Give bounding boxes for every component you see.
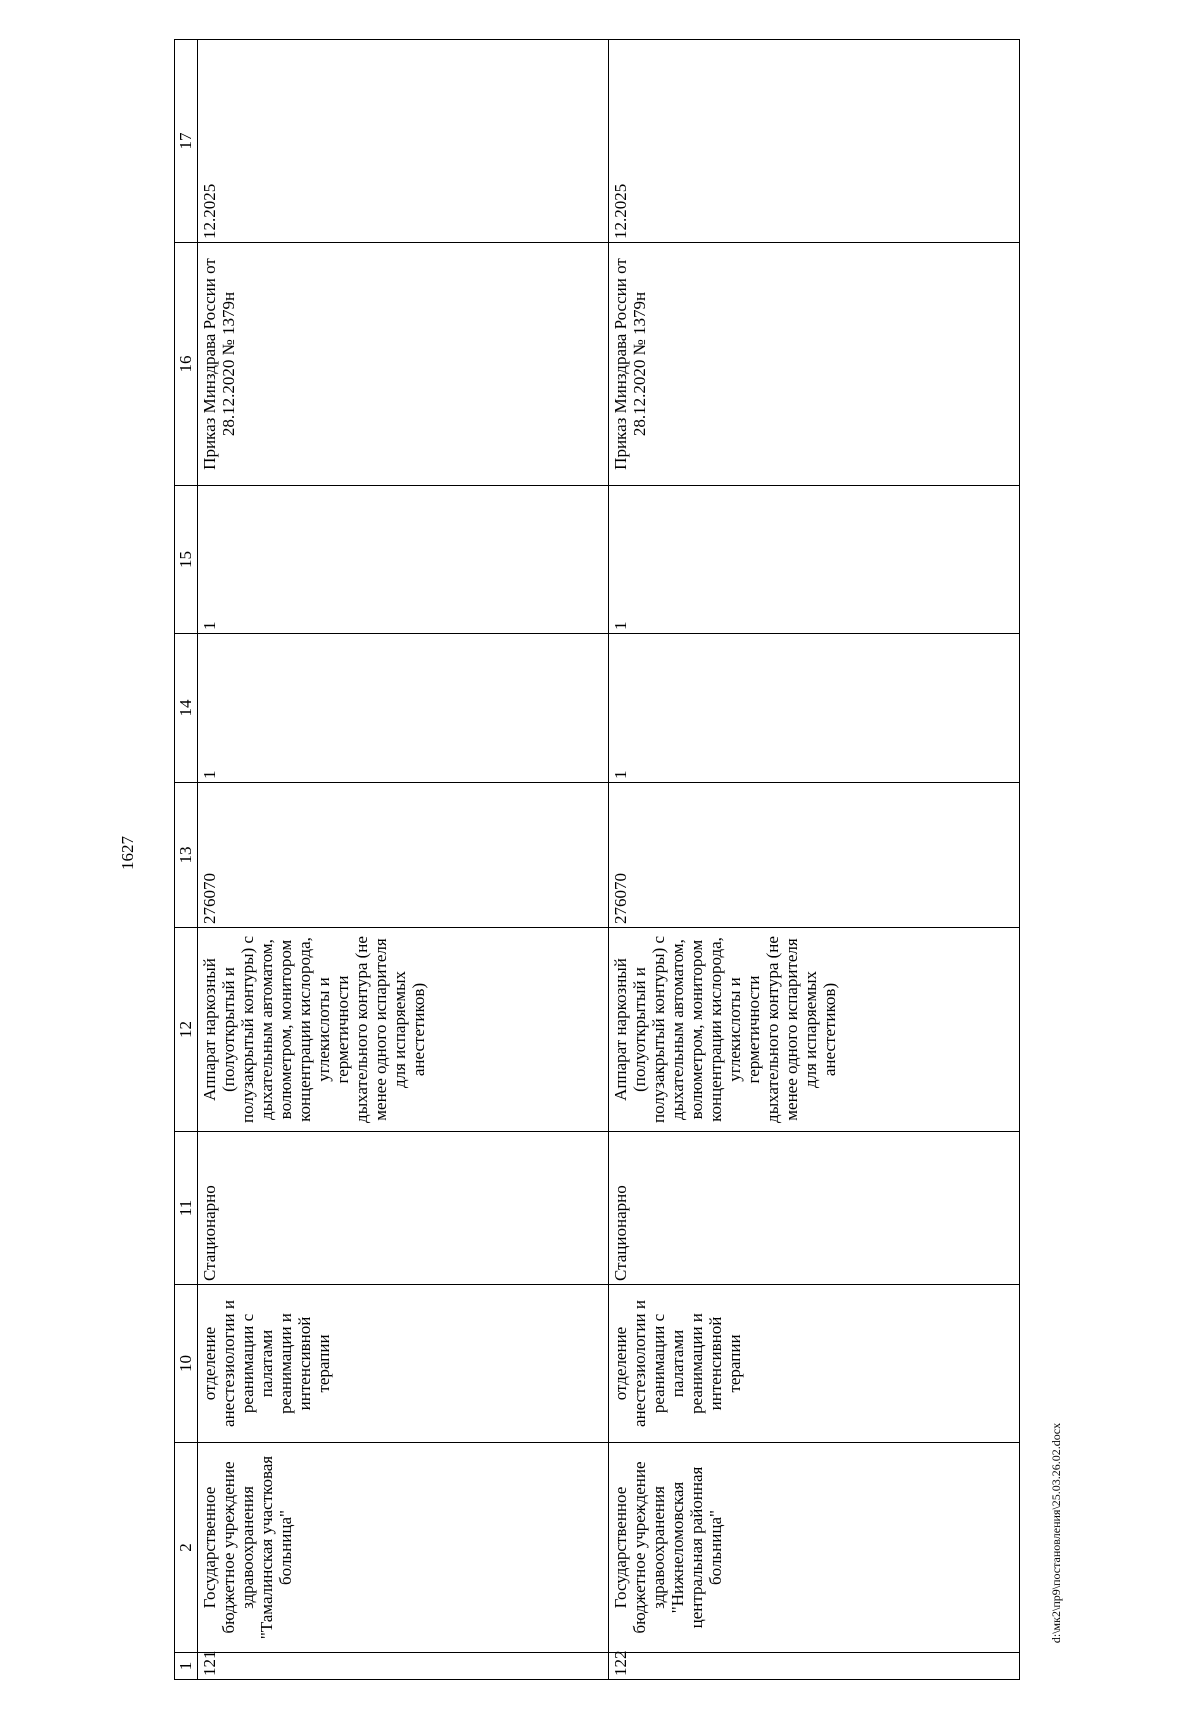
header-col-14: 14 — [175, 634, 198, 783]
quantity-needed: 1 — [198, 486, 609, 634]
footer-file-path: d:\мк2\пр9\постановления\25.03.26.02.docx — [1049, 1422, 1063, 1644]
table-row — [198, 40, 609, 1680]
deadline: 12.2025 — [198, 40, 609, 243]
institution-name: Государственное бюджетное учреждение здравоохранения "Тамалинская участковая больница" — [198, 1443, 609, 1653]
header-col-17: 17 — [175, 40, 198, 243]
header-col-12: 12 — [175, 928, 198, 1132]
department-name: отделение анестезиологии и реанимации с палатами реанимации и интенсивной терапии — [609, 1285, 1020, 1443]
page-number: 1627 — [118, 836, 137, 870]
header-col-13: 13 — [175, 783, 198, 928]
regulatory-order: Приказ Минздрава России от 28.12.2020 № 1379н — [198, 243, 609, 486]
rotated-table-container — [174, 40, 1020, 1680]
quantity-required: 1 — [198, 634, 609, 783]
equipment-table — [174, 39, 1020, 1680]
equipment-code: 276070 — [609, 783, 1020, 928]
table-row — [609, 40, 1020, 1680]
institution-name: Государственное бюджетное учреждение здравоохранения "Нижнеломовская центральная районная больница" — [609, 1443, 1020, 1653]
header-col-10: 10 — [175, 1285, 198, 1443]
equipment-name: Аппарат наркозный (полуоткрытый и полузакрытый контуры) с дыхательным автоматом, волюметром, монитором концентрации кислорода, углекислоты и герметичности дыхательного контура (не менее одного испарителя для испаряемых анестетиков) — [198, 928, 609, 1132]
equipment-name: Аппарат наркозный (полуоткрытый и полузакрытый контуры) с дыхательным автоматом, волюметром, монитором концентрации кислорода, углекислоты и герметичности дыхательного контура (не менее одного испарителя для испаряемых анестетиков) — [609, 928, 1020, 1132]
care-conditions: Стационарно — [609, 1132, 1020, 1285]
header-col-16: 16 — [175, 243, 198, 486]
header-col-2: 2 — [175, 1443, 198, 1653]
header-col-15: 15 — [175, 486, 198, 634]
deadline: 12.2025 — [609, 40, 1020, 243]
header-row — [175, 40, 198, 1680]
regulatory-order: Приказ Минздрава России от 28.12.2020 № 1379н — [609, 243, 1020, 486]
equipment-code: 276070 — [198, 783, 609, 928]
quantity-needed: 1 — [609, 486, 1020, 634]
row-number: 122 — [609, 1653, 1020, 1680]
row-number: 121 — [198, 1653, 609, 1680]
table-region — [174, 40, 1020, 1680]
header-col-1: 1 — [175, 1653, 198, 1680]
department-name: отделение анестезиологии и реанимации с палатами реанимации и интенсивной терапии — [198, 1285, 609, 1443]
care-conditions: Стационарно — [198, 1132, 609, 1285]
quantity-required: 1 — [609, 634, 1020, 783]
header-col-11: 11 — [175, 1132, 198, 1285]
